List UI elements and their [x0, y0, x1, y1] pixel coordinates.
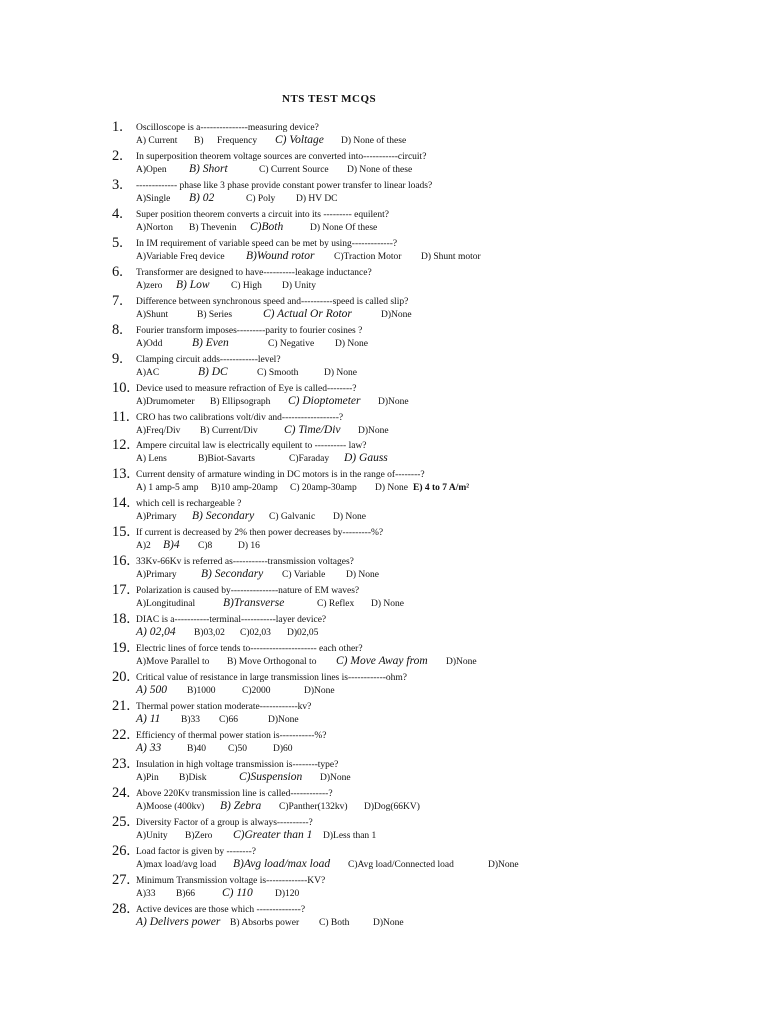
answer-option: C)Avg load/Connected load: [348, 859, 454, 870]
answer-option: D)None: [378, 396, 409, 407]
answer-option: D)None: [358, 425, 389, 436]
question-number: 17.: [112, 582, 131, 599]
question-item: [0, 120, 768, 149]
answer-option: A)33: [136, 888, 156, 899]
answer-option: C) Smooth: [257, 367, 299, 378]
answer-option: B) Move Orthogonal to: [227, 657, 317, 668]
answer-option: B)10 amp-20amp: [211, 483, 278, 494]
question-item: [0, 757, 768, 786]
question-number: 7.: [112, 292, 123, 309]
question-item: [0, 844, 768, 873]
question-item: [0, 554, 768, 583]
question-text: Polarization is caused by---------------nature of EM waves?: [136, 586, 360, 597]
question-text: Efficiency of thermal power station is-----------%?: [136, 730, 327, 741]
answer-option: A) Lens: [136, 454, 167, 465]
question-text: Ampere circuital law is electrically equilent to ---------- law?: [136, 441, 367, 452]
question-item: [0, 207, 768, 236]
question-item: [0, 294, 768, 323]
question-item: [0, 670, 768, 699]
question-text: In IM requirement of variable speed can be met by using-------------?: [136, 238, 398, 249]
answer-option: B)33: [181, 715, 200, 725]
question-item: [0, 149, 768, 178]
answer-option: A)Variable Freq device: [136, 251, 225, 262]
answer-option: B) Zebra: [220, 799, 262, 812]
question-text: Above 220Kv transmission line is called------------?: [136, 788, 333, 799]
question-number: 4.: [112, 205, 123, 222]
answer-option: C) Voltage: [275, 134, 324, 146]
answer-option: D) HV DC: [296, 193, 338, 204]
question-text: In superposition theorem voltage sources are converted into-----------circuit?: [136, 151, 427, 162]
answer-option: D)120: [275, 888, 300, 899]
question-item: [0, 873, 768, 902]
answer-option: D) Shunt motor: [421, 251, 481, 262]
answer-options: [0, 713, 768, 727]
answer-options: [0, 800, 768, 814]
question-item: [0, 236, 768, 265]
answer-option: A)zero: [136, 280, 163, 291]
question-item: [0, 178, 768, 207]
answer-option: D) None of these: [341, 136, 407, 146]
question-number: 13.: [112, 466, 131, 483]
answer-option: A)Drumometer: [136, 396, 195, 407]
answer-option: A)Single: [136, 193, 171, 204]
answer-option: C)Panther(132kv): [279, 801, 348, 812]
answer-options: [0, 366, 768, 380]
answer-options: [0, 626, 768, 640]
answer-options: [0, 887, 768, 901]
question-item: [0, 612, 768, 641]
question-number: 28.: [112, 900, 131, 917]
answer-options: [0, 279, 768, 293]
answer-option: B) Absorbs power: [230, 917, 300, 928]
answer-option: B)40: [187, 743, 206, 754]
question-number: 21.: [112, 698, 131, 714]
answer-option: A)Freq/Div: [136, 425, 181, 436]
question-text: Minimum Transmission voltage is-------------KV?: [136, 875, 326, 886]
answer-option: D)Less than 1: [323, 830, 377, 841]
answer-option: C) High: [231, 280, 262, 291]
answer-options: [0, 568, 768, 582]
answer-options: [0, 829, 768, 843]
answer-option: D)None: [373, 917, 404, 928]
question-text: Clamping circuit adds------------level?: [136, 354, 281, 365]
answer-option: C) Actual Or Rotor: [263, 307, 352, 320]
answer-option: D) None: [375, 483, 408, 494]
answer-option: A) 500: [136, 684, 167, 697]
question-item: [0, 467, 768, 496]
question-item: [0, 438, 768, 467]
answer-option: A)Open: [136, 164, 167, 175]
answer-option: D)None: [446, 657, 477, 668]
answer-option: B)Transverse: [223, 597, 285, 610]
answer-option: D)60: [273, 743, 293, 754]
answer-option: C) Poly: [246, 193, 276, 204]
answer-option: C) Negative: [268, 338, 315, 349]
answer-option: B) Series: [197, 309, 233, 320]
answer-option: C) Move Away from: [336, 655, 428, 668]
answer-options: [0, 858, 768, 872]
answer-option: A)Moose (400kv): [136, 801, 205, 812]
answer-option: C)Traction Motor: [334, 251, 402, 262]
answer-option: D) None of these: [347, 164, 413, 175]
answer-option: C) Reflex: [317, 599, 355, 610]
answer-option: C) Time/Div: [284, 423, 341, 436]
question-number: 15.: [112, 524, 131, 541]
answer-option: B) Thevenin: [189, 222, 237, 233]
answer-options: [0, 163, 768, 177]
question-item: [0, 265, 768, 294]
answer-options: [0, 771, 768, 785]
question-text: If current is decreased by 2% then power decreases by---------%?: [136, 528, 384, 539]
question-item: [0, 352, 768, 381]
answer-options: [0, 452, 768, 466]
question-text: Difference between synchronous speed and----------speed is called slip?: [136, 296, 409, 307]
question-number: 26.: [112, 842, 131, 859]
question-text: Super position theorem converts a circuit into its --------- equilent?: [136, 209, 389, 220]
answer-option: A) 33: [136, 741, 162, 754]
answer-option: C)8: [198, 541, 213, 552]
answer-option: D)None: [304, 686, 335, 697]
question-text: ------------- phase like 3 phase provide constant power transfer to linear loads?: [136, 180, 433, 191]
answer-option: D)Dog(66KV): [364, 801, 420, 812]
answer-option: C)Both: [250, 220, 284, 233]
answer-option: B) 02: [189, 191, 215, 204]
answer-option: C) Dioptometer: [288, 394, 361, 407]
question-item: [0, 815, 768, 844]
question-item: [0, 699, 768, 728]
answer-options: [0, 539, 768, 553]
question-number: 2.: [112, 147, 123, 164]
question-number: 3.: [112, 176, 123, 193]
answer-option: C) Current Source: [259, 164, 329, 175]
question-number: 12.: [112, 437, 131, 454]
answer-option: B) Ellipsograph: [210, 396, 271, 407]
answer-option: B) Secondary: [201, 568, 264, 581]
answer-option: C)50: [228, 743, 247, 754]
answer-option: B)Disk: [179, 772, 207, 783]
answer-option: B) Short: [189, 162, 228, 175]
question-number: 24.: [112, 784, 131, 801]
answer-option: D) Gauss: [344, 452, 388, 465]
question-number: 9.: [112, 350, 123, 367]
answer-option: D)02,05: [287, 628, 319, 639]
answer-option: B)4: [163, 539, 180, 552]
answer-option: C) 20amp-30amp: [290, 483, 357, 494]
question-number: 18.: [112, 611, 131, 628]
answer-option: D) Unity: [282, 280, 317, 291]
question-text: DIAC is a-----------terminal-----------layer device?: [136, 615, 327, 626]
answer-options: [0, 424, 768, 438]
question-text: Active devices are those which --------------?: [136, 904, 306, 915]
answer-option: B)1000: [187, 686, 216, 697]
answer-option: D)None: [268, 715, 299, 725]
answer-option: A)Longitudinal: [136, 599, 196, 610]
answer-option: A)Move Parallel to: [136, 657, 210, 668]
answer-options: [0, 337, 768, 351]
question-item: [0, 410, 768, 439]
answer-option: A) 02,04: [136, 626, 176, 639]
answer-option: D) None: [335, 338, 368, 349]
answer-option: B)Wound rotor: [246, 249, 315, 262]
question-item: [0, 728, 768, 757]
answer-option: C) Both: [319, 917, 350, 928]
answer-option: A)Pin: [136, 772, 159, 783]
question-item: [0, 902, 768, 931]
question-text: Fourier transform imposes---------parity to fourier cosines ?: [136, 325, 363, 336]
question-number: 19.: [112, 640, 131, 657]
answer-option: C)Faraday: [289, 454, 330, 465]
answer-option: B) Current/Div: [200, 425, 258, 436]
answer-option: D)None: [488, 859, 519, 870]
answer-options: [0, 221, 768, 235]
answer-options: [0, 510, 768, 524]
question-item: [0, 525, 768, 554]
question-number: 14.: [112, 495, 131, 512]
answer-option: B) DC: [198, 365, 228, 378]
question-text: Oscilloscope is a---------------measuring device?: [136, 123, 319, 133]
answer-options: [0, 684, 768, 698]
question-number: 25.: [112, 813, 131, 830]
question-number: 1.: [112, 119, 123, 135]
answer-option: B)Biot-Savarts: [198, 454, 255, 465]
answer-options: [0, 192, 768, 206]
answer-option: A)Odd: [136, 338, 163, 349]
answer-option: A)Primary: [136, 512, 177, 523]
question-number: 6.: [112, 263, 123, 280]
answer-option: A)2: [136, 541, 151, 552]
answer-option: A)Norton: [136, 222, 173, 233]
question-number: 5.: [112, 234, 123, 251]
question-item: [0, 786, 768, 815]
question-text: CRO has two calibrations volt/div and------------------?: [136, 412, 344, 423]
question-text: Device used to measure refraction of Eye is called--------?: [136, 383, 357, 394]
answer-option: D)None: [320, 772, 351, 783]
question-item: [0, 583, 768, 612]
answer-option: A)Unity: [136, 830, 168, 841]
answer-option: E) 4 to 7 A/m²: [413, 483, 470, 494]
question-item: [0, 381, 768, 410]
answer-option: B)Avg load/max load: [233, 857, 331, 870]
answer-options: [0, 308, 768, 322]
answer-option: B)Zero: [185, 830, 213, 841]
answer-option: C)2000: [242, 686, 271, 697]
answer-option: C)66: [219, 715, 238, 725]
answer-option: A) Current: [136, 136, 178, 146]
question-text: 33Kv-66Kv is referred as-----------transmission voltages?: [136, 557, 354, 568]
answer-option: A)max load/avg load: [136, 859, 217, 870]
answer-option: C) Variable: [282, 570, 326, 581]
answer-option: D) None: [371, 599, 404, 610]
answer-option: B) Secondary: [192, 510, 255, 523]
question-number: 8.: [112, 321, 123, 338]
question-text: which cell is rechargeable ?: [136, 499, 242, 510]
answer-options: [0, 597, 768, 611]
question-number: 20.: [112, 669, 131, 686]
question-text: Transformer are designed to have----------leakage inductance?: [136, 267, 372, 278]
answer-options: [0, 655, 768, 669]
question-number: 27.: [112, 871, 131, 888]
answer-option: B)66: [176, 888, 195, 899]
answer-option: A) 11: [136, 713, 161, 725]
answer-options: [0, 916, 768, 930]
question-number: 22.: [112, 726, 131, 743]
question-text: Insulation in high voltage transmission is--------type?: [136, 759, 339, 770]
answer-option: C)Greater than 1: [233, 828, 313, 841]
page-title: NTS TEST MCQS: [282, 93, 377, 105]
question-number: 11.: [112, 408, 130, 425]
question-number: 23.: [112, 755, 131, 772]
question-item: [0, 496, 768, 525]
answer-option: D) 16: [238, 541, 260, 552]
question-text: Electric lines of force tends to--------------------- each other?: [136, 644, 363, 655]
answer-options: [0, 481, 768, 495]
question-text: Current density of armature winding in DC motors is in the range of--------?: [136, 470, 425, 481]
answer-option: C)02,03: [240, 628, 271, 639]
question-number: 10.: [112, 379, 131, 396]
answer-option: B)03,02: [194, 628, 225, 639]
answer-option: A) 1 amp-5 amp: [136, 483, 199, 494]
answer-option: A)Shunt: [136, 309, 169, 320]
question-text: Diversity Factor of a group is always----------?: [136, 817, 313, 828]
answer-option: C)Suspension: [239, 770, 303, 783]
question-item: [0, 323, 768, 352]
answer-option: C) 110: [222, 886, 253, 899]
answer-option: D) None: [346, 570, 379, 581]
answer-option: D) None: [333, 512, 366, 523]
answer-options: [0, 250, 768, 264]
answer-option: A)Primary: [136, 570, 177, 581]
answer-option: C) Galvanic: [269, 512, 316, 523]
answer-option: A)AC: [136, 367, 160, 378]
answer-option: B) Even: [192, 336, 229, 349]
answer-option: B): [194, 136, 204, 146]
answer-options: [0, 134, 768, 148]
answer-option: D) None: [324, 367, 357, 378]
answer-option: D) None Of these: [310, 222, 378, 233]
question-number: 16.: [112, 553, 131, 570]
question-text: Critical value of resistance in large transmission lines is------------ohm?: [136, 673, 408, 684]
question-text: Thermal power station moderate------------kv?: [136, 702, 312, 712]
answer-options: [0, 395, 768, 409]
question-item: [0, 641, 768, 670]
question-text: Load factor is given by --------?: [136, 846, 257, 857]
answer-option: D)None: [381, 309, 412, 320]
answer-options: [0, 742, 768, 756]
answer-option: A) Delivers power: [136, 915, 221, 928]
answer-option: Frequency: [217, 136, 258, 146]
answer-option: B) Low: [176, 278, 210, 291]
